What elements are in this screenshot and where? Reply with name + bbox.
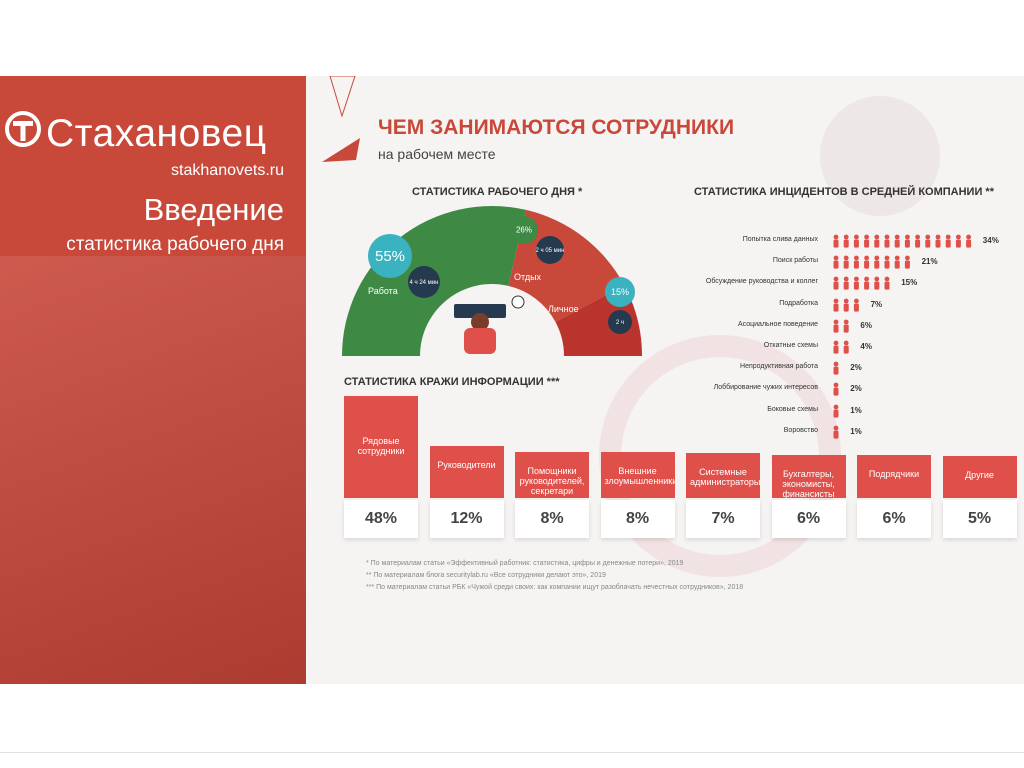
incident-row — [832, 361, 842, 375]
incident-row — [832, 276, 893, 290]
person-icon — [885, 256, 890, 269]
rest-label: Отдых — [514, 272, 542, 282]
brand-site: stakhanovets.ru — [171, 162, 284, 179]
incidents-title: СТАТИСТИКА ИНЦИДЕНТОВ В СРЕДНЕЙ КОМПАНИИ ** — [694, 186, 994, 198]
theft-category-label: Подрядчики — [868, 468, 920, 479]
theft-category-label: Помощники руководителей, секретари — [519, 465, 585, 496]
incident-value: 1% — [850, 426, 862, 436]
person-icon — [834, 235, 839, 248]
incident-label: Откатные схемы — [763, 342, 818, 349]
theft-value: 6% — [857, 500, 931, 538]
theft-value: 8% — [601, 500, 675, 538]
person-icon — [844, 298, 849, 311]
work-label: Работа — [368, 286, 398, 296]
theft-value: 12% — [430, 500, 504, 538]
page-title: ЧЕМ ЗАНИМАЮТСЯ СОТРУДНИКИ — [378, 116, 735, 139]
theft-value: 5% — [943, 500, 1017, 538]
person-icon — [864, 256, 869, 269]
theft-bar — [772, 455, 846, 498]
left-panel — [0, 76, 306, 684]
theft-value: 8% — [515, 500, 589, 538]
person-icon — [864, 277, 869, 290]
incident-bar — [832, 382, 842, 396]
incident-row — [832, 234, 975, 248]
theft-category-label: Руководители — [437, 460, 496, 471]
person-icon — [925, 235, 930, 248]
incident-bar — [832, 340, 852, 354]
person-icon — [844, 235, 849, 248]
photo-overlay — [0, 256, 306, 684]
personal-label: Личное — [548, 304, 579, 314]
incident-bar — [832, 276, 893, 290]
theft-bar — [686, 453, 760, 498]
theft-category-label: Другие — [965, 470, 994, 480]
rest-time: 2 ч 05 мин — [535, 248, 565, 254]
person-icon — [874, 235, 879, 248]
person-icon — [844, 341, 849, 354]
theft-category-label: Рядовые сотрудники — [357, 436, 405, 456]
incident-label: Асоциальное поведение — [738, 320, 818, 328]
incident-row — [832, 319, 852, 333]
footnote-3: *** По материалам статьи РБК «Чужой среди своих: как компании ищут разоблачать нечестных сотрудников», 2018 — [366, 584, 744, 591]
incident-value: 34% — [982, 236, 999, 245]
workday-title: СТАТИСТИКА РАБОЧЕГО ДНЯ * — [412, 186, 583, 198]
incident-value: 4% — [860, 342, 872, 351]
footnote-2: ** По материалам блога securitylab.ru «Все сотрудники делают это», 2019 — [366, 572, 606, 579]
person-icon — [834, 383, 839, 396]
incident-row — [832, 298, 863, 312]
incident-label: Подработка — [779, 299, 818, 307]
person-icon — [895, 235, 900, 248]
theft-value: 7% — [686, 500, 760, 538]
incident-label: Боковые схемы — [767, 405, 818, 413]
incident-row — [832, 340, 852, 354]
theft-chart — [340, 396, 1024, 546]
incident-label: Обсуждение руководства и коллег — [705, 278, 818, 286]
incident-bar — [832, 361, 842, 375]
brand-name: Стахановец — [46, 112, 267, 155]
rest-pct: 26% — [515, 225, 533, 235]
person-icon — [834, 341, 839, 354]
incident-label: Воровство — [783, 426, 818, 434]
section-title: Введение — [143, 192, 284, 227]
person-icon — [966, 235, 971, 248]
incident-bar — [832, 298, 863, 312]
workday-chart — [342, 204, 642, 364]
page-subtitle: на рабочем месте — [378, 146, 496, 162]
incident-row — [832, 255, 914, 269]
person-icon — [874, 256, 879, 269]
theft-title: СТАТИСТИКА КРАЖИ ИНФОРМАЦИИ *** — [344, 376, 560, 388]
person-icon — [844, 256, 849, 269]
incident-label: Лоббирование чужих интересов — [713, 384, 818, 392]
person-icon — [834, 298, 839, 311]
theft-category-label: Бухгалтеры, экономисты, финансисты — [782, 468, 835, 499]
theft-bar — [430, 446, 504, 498]
coffee-cup-icon — [512, 296, 524, 308]
theft-value: 48% — [344, 500, 418, 538]
incident-bar — [832, 255, 914, 269]
incident-value: 2% — [850, 384, 862, 394]
incident-label: Поиск работы — [772, 257, 818, 265]
theft-bar — [344, 396, 418, 498]
theft-category-label: Внешние злоумышленники — [604, 465, 678, 486]
person-icon — [915, 235, 920, 248]
theft-bar — [857, 455, 931, 498]
incident-value: 6% — [860, 320, 872, 330]
incident-bar — [832, 234, 975, 248]
person-icon — [844, 277, 849, 290]
person-icon — [905, 256, 910, 269]
incident-label: Попытка слива данных — [742, 236, 818, 243]
person-icon — [895, 256, 900, 269]
person-icon — [956, 235, 961, 248]
person-icon — [905, 235, 910, 248]
personal-time: 2 ч — [615, 320, 625, 326]
person-icon — [936, 235, 941, 248]
work-pct: 55% — [374, 248, 406, 265]
incident-value: 15% — [901, 278, 918, 288]
incident-row — [832, 382, 842, 396]
incidents-chart — [660, 216, 1024, 436]
incident-value: 2% — [850, 363, 862, 373]
worker-body-icon — [464, 328, 496, 354]
work-time: 4 ч 24 мин — [409, 280, 439, 286]
person-icon — [854, 298, 859, 311]
incident-value: 7% — [870, 299, 883, 309]
person-icon — [844, 319, 849, 332]
person-icon — [834, 319, 839, 332]
incident-bar — [832, 319, 852, 333]
theft-bar — [943, 456, 1017, 498]
incident-value: 21% — [921, 257, 938, 267]
theft-bar — [601, 452, 678, 498]
person-icon — [885, 277, 890, 290]
person-icon — [854, 256, 859, 269]
person-icon — [854, 277, 859, 290]
incident-value: 1% — [850, 405, 862, 415]
section-subtitle: статистика рабочего дня — [66, 234, 284, 255]
person-icon — [864, 235, 869, 248]
personal-pct: 15% — [610, 287, 630, 297]
bottom-divider — [0, 752, 1024, 753]
person-icon — [946, 235, 951, 248]
person-icon — [874, 277, 879, 290]
theft-category-label: Системные администраторы — [690, 467, 761, 488]
incident-label: Непродуктивная работа — [740, 363, 818, 371]
stakhanovets-logo-icon — [4, 110, 42, 148]
slide — [0, 76, 1024, 684]
person-icon — [834, 277, 839, 290]
theft-bar — [515, 452, 589, 498]
person-icon — [834, 362, 839, 375]
person-icon — [885, 235, 890, 248]
person-icon — [834, 256, 839, 269]
footnote-1: * По материалам статьи «Эффективный работник: статистика, цифры и денежные потери», 2019 — [366, 560, 684, 567]
theft-value: 6% — [772, 500, 846, 538]
person-icon — [854, 235, 859, 248]
